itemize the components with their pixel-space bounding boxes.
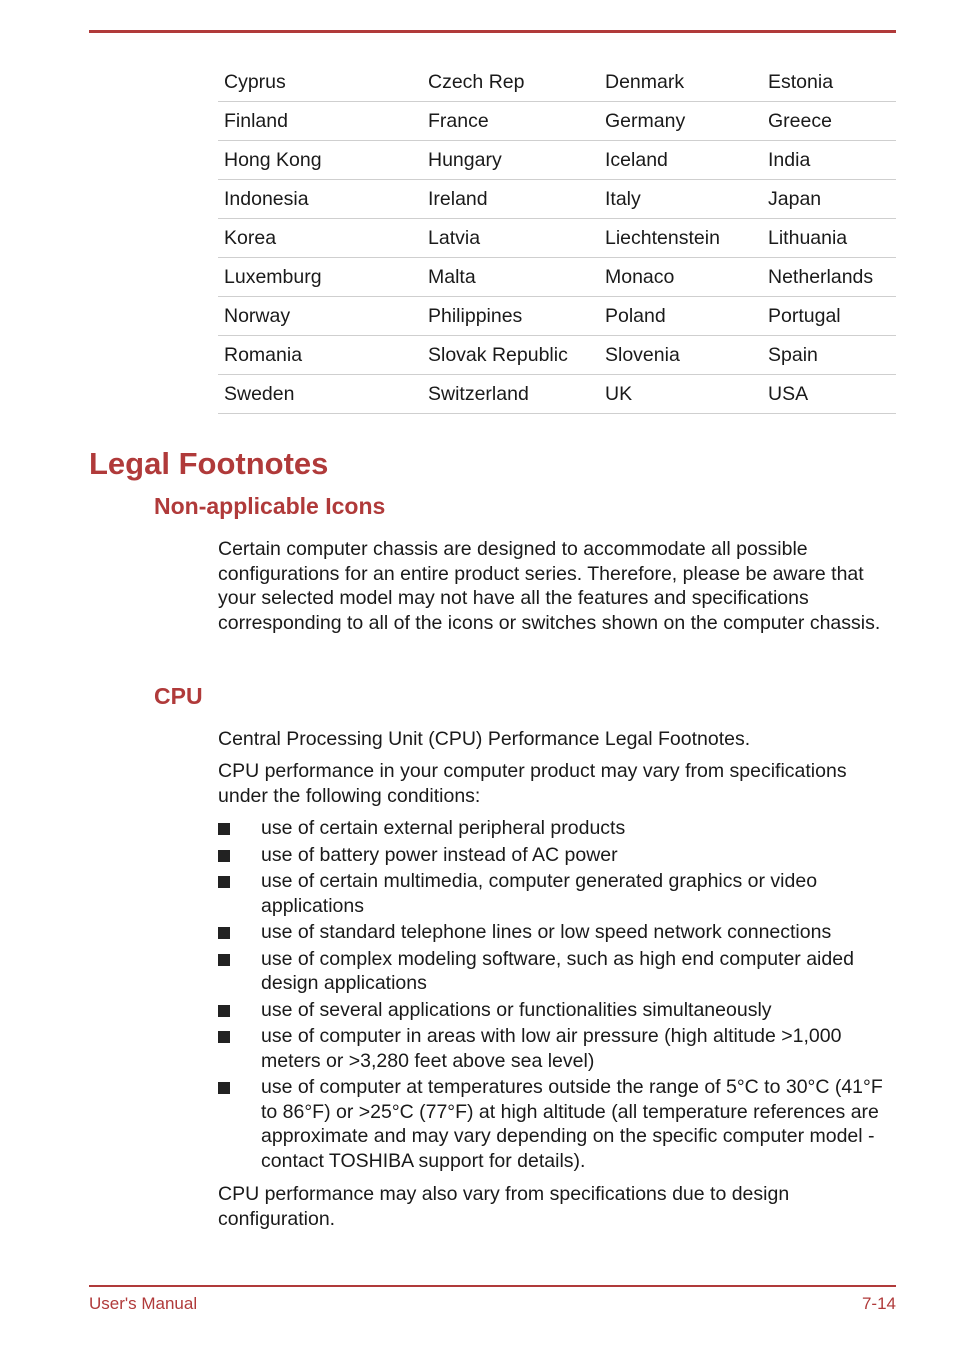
table-cell: India: [762, 141, 896, 180]
non-applicable-icons-heading: Non-applicable Icons: [154, 493, 386, 519]
table-cell: Poland: [599, 297, 762, 336]
table-cell: Sweden: [218, 375, 422, 414]
list-item-text: use of certain multimedia, computer generated graphics or video applications: [261, 870, 818, 917]
bullet-square-icon: [218, 954, 230, 966]
table-cell: Iceland: [599, 141, 762, 180]
table-row: [218, 219, 896, 258]
table-cell: Cyprus: [218, 63, 422, 102]
table-cell: Hong Kong: [218, 141, 422, 180]
list-item: [218, 998, 898, 1023]
table-row: [218, 258, 896, 297]
table-cell: Portugal: [762, 297, 896, 336]
list-item-text: use of certain external peripheral products: [261, 817, 626, 839]
table-cell: Hungary: [422, 141, 599, 180]
section-title: Legal Footnotes: [89, 446, 329, 481]
table-cell: Philippines: [422, 297, 599, 336]
table-cell: Indonesia: [218, 180, 422, 219]
list-item-text: use of battery power instead of AC power: [261, 843, 618, 866]
table-cell: Switzerland: [422, 375, 599, 414]
table-row: [218, 180, 896, 219]
table-cell: Ireland: [422, 180, 599, 219]
table-cell: Denmark: [599, 63, 762, 102]
cpu-closing-paragraph: CPU performance may also vary from specifications due to design configuration.: [218, 1183, 790, 1230]
table-row: [218, 63, 896, 102]
table-cell: Monaco: [599, 258, 762, 297]
table-row: [218, 336, 896, 375]
list-item: [218, 843, 898, 868]
table-row: [218, 141, 896, 180]
bullet-square-icon: [218, 1031, 230, 1043]
bullet-square-icon: [218, 1082, 230, 1094]
bullet-square-icon: [218, 1005, 230, 1017]
table-cell: Netherlands: [762, 258, 896, 297]
table-cell: Spain: [762, 336, 896, 375]
list-item-text: use of computer at temperatures outside the range of 5°C to 30°C (41°F to 86°F) or >25°C (77°F) at high altitude (all temperature references are approximate and may vary depending on the specific computer model - contact TOSHIBA support for details).: [261, 1076, 883, 1172]
table-cell: Slovenia: [599, 336, 762, 375]
list-item: [218, 947, 898, 996]
table-cell: Korea: [218, 219, 422, 258]
table-cell: Greece: [762, 102, 896, 141]
non-applicable-icons-paragraph: Certain computer chassis are designed to accommodate all possible configurations for an entire product series. Therefore, please be aware that your selected model may not have all the features and specifications corresponding to all of the icons or switches shown on the computer chassis.: [218, 538, 881, 634]
table-cell: France: [422, 102, 599, 141]
footer-page-number: 7-14: [861, 1294, 896, 1313]
header-rule: [89, 30, 896, 33]
table-cell: Latvia: [422, 219, 599, 258]
table-row: [218, 297, 896, 336]
table-cell: Italy: [599, 180, 762, 219]
countries-table: [218, 63, 896, 414]
list-item: [218, 869, 898, 918]
table-cell: UK: [599, 375, 762, 414]
footer-rule: [89, 1285, 896, 1287]
table-cell: Slovak Republic: [422, 336, 599, 375]
list-item: [218, 1075, 898, 1173]
cpu-intro: Central Processing Unit (CPU) Performance Legal Footnotes.: [218, 728, 751, 750]
countries-table-body: [218, 63, 896, 414]
table-cell: Finland: [218, 102, 422, 141]
list-item: [218, 816, 898, 841]
table-cell: Japan: [762, 180, 896, 219]
table-cell: Czech Rep: [422, 63, 599, 102]
table-cell: Lithuania: [762, 219, 896, 258]
list-item-text: use of several applications or functionalities simultaneously: [261, 998, 772, 1021]
list-item: [218, 1024, 898, 1073]
cpu-heading: CPU: [154, 683, 203, 709]
bullet-square-icon: [218, 823, 230, 835]
table-row: [218, 102, 896, 141]
table-cell: Luxemburg: [218, 258, 422, 297]
list-item: [218, 920, 898, 945]
list-item-text: use of standard telephone lines or low speed network connections: [261, 921, 832, 943]
table-cell: Romania: [218, 336, 422, 375]
cpu-conditions-intro: CPU performance in your computer product may vary from specifications under the following conditions:: [218, 760, 847, 807]
table-row: [218, 375, 896, 414]
table-cell: Malta: [422, 258, 599, 297]
footer-manual-title: User's Manual: [89, 1294, 198, 1313]
bullet-square-icon: [218, 927, 230, 939]
table-cell: USA: [762, 375, 896, 414]
list-item-text: use of computer in areas with low air pressure (high altitude >1,000 meters or >3,280 feet above sea level): [261, 1025, 842, 1072]
list-item-text: use of complex modeling software, such as high end computer aided design applications: [261, 947, 854, 994]
table-cell: Estonia: [762, 63, 896, 102]
bullet-square-icon: [218, 876, 230, 888]
table-cell: Liechtenstein: [599, 219, 762, 258]
cpu-conditions-list: [218, 816, 898, 1175]
table-cell: Germany: [599, 102, 762, 141]
bullet-square-icon: [218, 850, 230, 862]
table-cell: Norway: [218, 297, 422, 336]
